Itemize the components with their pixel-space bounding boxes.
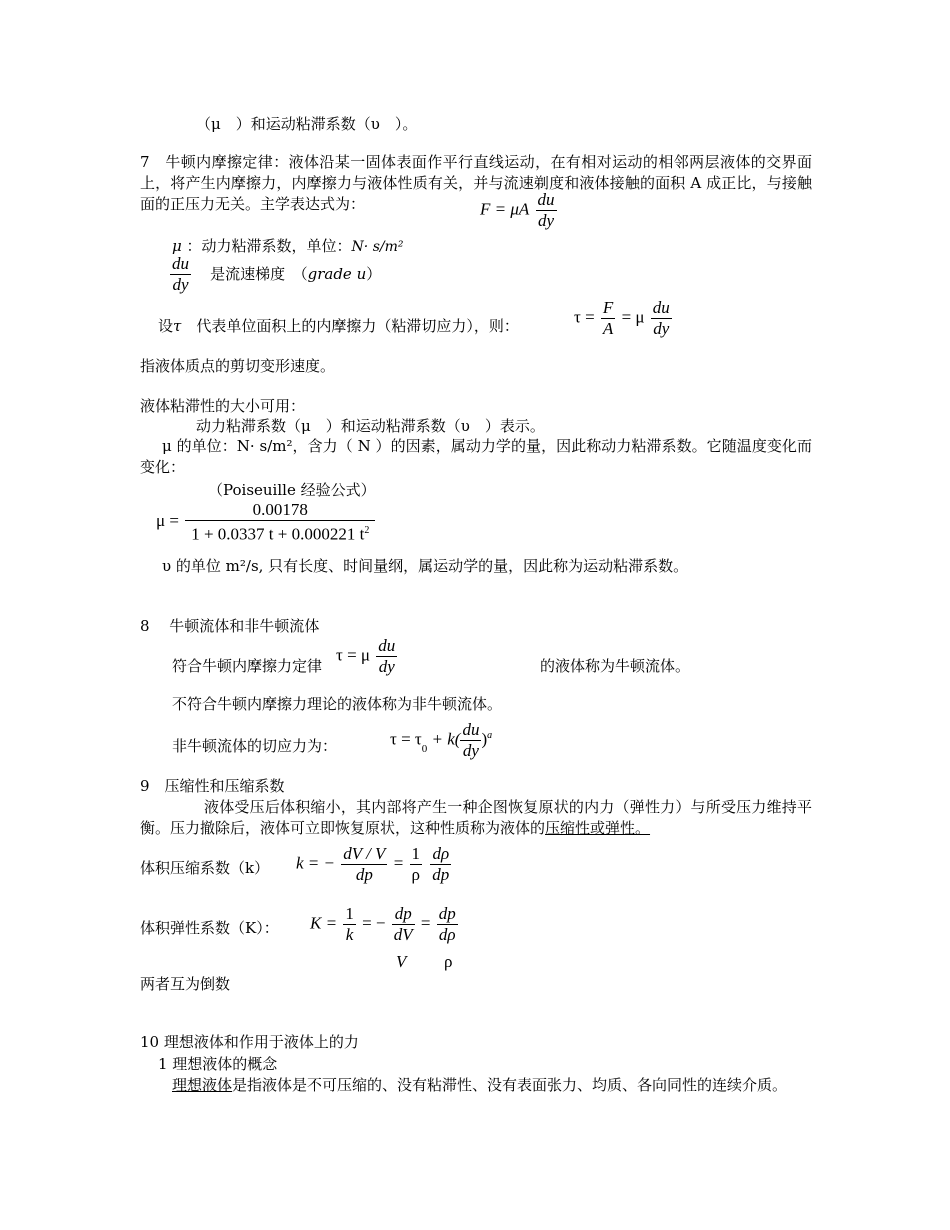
- compression-coef-label: 体积压缩系数（k）: [140, 859, 270, 877]
- tau-definition: 设τ 代表单位面积上的内摩擦力（粘滞切应力），则：: [158, 317, 519, 335]
- poiseuille-label: （Poiseuille 经验公式）: [208, 481, 376, 499]
- formula-newton-friction: F = μA $\frac{du}{dy}$: [480, 190, 555, 230]
- shear-rate-note: 指液体质点的剪切变形速度。: [140, 357, 336, 375]
- viscosity-line: 动力粘滞系数（μ ）和运动粘滞系数（υ ）表示。: [196, 417, 545, 435]
- mu-definition: μ ：动力粘滞系数，单位：N· s/m²: [172, 237, 404, 255]
- formula-tau: τ = $\frac{F}{A}$ = μ $\frac{du}{dy}$: [574, 298, 670, 338]
- newton-fluid-post: 的液体称为牛顿流体。: [540, 657, 691, 675]
- non-newton-stress-label: 非牛顿流体的切应力为：: [172, 737, 338, 755]
- mu-unit-paragraph: μ 的单位：N· s/m²，含力（ N ）的因素，属动力学的量，因此称动力粘滞系数。它随温度变化而变化：: [140, 437, 812, 476]
- formula-poiseuille: μ = $\frac{0.00178}{1 + 0.0337 t + 0.000221 t^2}$: [156, 500, 377, 545]
- section-9-heading: 9 压缩性和压缩系数: [140, 777, 285, 795]
- section-7-paragraph: 7 牛顿内摩擦定律：液体沿某一固体表面作平行直线运动，在有相对运动的相邻两层液体的交界面上，将产生内摩擦力，内摩擦力与液体性质有关，并与流速剃度和液体接触的面积 A 成正比，与接触面的正压力无关。主学表达式为：: [140, 153, 812, 213]
- newton-fluid-pre: 符合牛顿内摩擦力定律: [172, 657, 323, 675]
- nu-unit-line: υ 的单位 m²/s, 只有长度、时间量纲，属运动学的量，因此称为运动粘滞系数。: [162, 557, 689, 575]
- text-line: （μ ）和运动粘滞系数（υ ）。: [196, 115, 418, 133]
- subsection-1-heading: 1 理想液体的概念: [158, 1055, 278, 1073]
- compressibility-paragraph: 液体受压后体积缩小，其内部将产生一种企图恢复原状的内力（弹性力）与所受压力维持平衡。压力撤除后，液体可立即恢复原状，这种性质称为液体的压缩性或弹性。: [140, 798, 812, 837]
- section-10-heading: 10 理想液体和作用于液体上的力: [140, 1033, 359, 1051]
- formula-elasticity: K = $\frac{1}{k}$ = − $\frac{dp}{dV}$ = $\frac{dp}{d\rho}$: [310, 904, 456, 944]
- section-8-heading: 8 牛顿流体和非牛顿流体: [140, 617, 320, 635]
- reciprocal-note: 两者互为倒数: [140, 975, 231, 993]
- non-newton-def: 不符合牛顿内摩擦力理论的液体称为非牛顿流体。: [172, 695, 503, 713]
- elasticity-coef-label: 体积弹性系数（K）：: [140, 919, 279, 937]
- ideal-liquid-paragraph: 理想液体是指液体是不可压缩的、没有粘滞性、没有表面张力、均质、各向同性的连续介质。: [172, 1076, 788, 1094]
- formula-compression: k = − $\frac{dV / V}{dp}$ = $\frac{1}{\rho}$ $\frac{d\rho}{dp}$: [296, 844, 450, 884]
- denominator-rho: ρ: [444, 952, 453, 971]
- formula-non-newton: $\tau = \tau_0 + k$( $\frac{du}{dy}$ )$^a$: [390, 720, 493, 760]
- formula-newton-fluid: τ = μ $\frac{du}{dy}$: [336, 636, 396, 676]
- denominator-V: V: [396, 952, 407, 971]
- velocity-gradient-line: $\frac{du}{dy}$ 是流速梯度 （grade u）: [172, 254, 382, 294]
- viscosity-title: 液体粘滞性的大小可用：: [140, 397, 306, 415]
